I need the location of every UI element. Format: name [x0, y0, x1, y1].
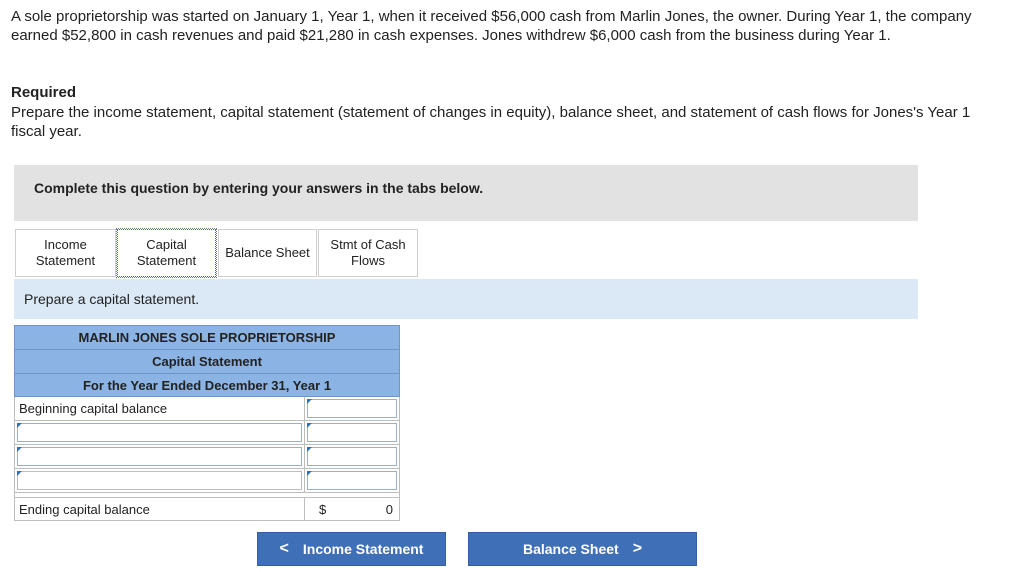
chevron-right-icon: >: [632, 540, 643, 557]
tab-capital-statement[interactable]: [117, 229, 216, 277]
tab-label: Balance Sheet: [225, 245, 310, 260]
line-item-amount-input[interactable]: [307, 447, 397, 466]
tab-label-line1: Income: [44, 237, 87, 252]
chevron-left-icon: <: [279, 540, 289, 557]
tab-label-line1: Capital: [146, 237, 187, 252]
ending-balance-value: 0: [385, 502, 393, 517]
ending-balance-label: Ending capital balance: [19, 502, 150, 517]
next-balance-sheet-button[interactable]: [468, 532, 697, 566]
line-item-amount-input[interactable]: [307, 471, 397, 490]
tab-income-statement[interactable]: [15, 229, 116, 277]
prev-income-statement-button[interactable]: [257, 532, 446, 566]
instruction-text: Prepare a capital statement.: [24, 291, 200, 307]
tab-instruction-bar: [14, 279, 918, 319]
required-text: Prepare the income statement, capital statement (statement of changes in equity), balance sheet, and statement of cash flows for Jones's Year 1 fiscal year.: [11, 104, 971, 140]
table-row: [14, 445, 400, 469]
instructions-banner: [14, 165, 918, 221]
table-row: [14, 469, 400, 493]
tab-balance-sheet[interactable]: [218, 229, 317, 277]
tab-label-line2: Flows: [351, 253, 385, 268]
beginning-balance-label: Beginning capital balance: [19, 401, 168, 416]
capital-statement-table: [14, 325, 400, 521]
tab-label-line1: Stmt of Cash: [330, 237, 406, 252]
line-item-label-input[interactable]: [17, 423, 302, 442]
banner-text: Complete this question by entering your answers in the tabs below.: [34, 180, 484, 196]
statement-period: For the Year Ended December 31, Year 1: [14, 373, 400, 397]
beginning-balance-input[interactable]: [307, 399, 397, 418]
table-row: [14, 421, 400, 445]
line-item-label-input[interactable]: [17, 471, 302, 490]
tab-label-line2: Statement: [136, 253, 197, 268]
currency-symbol: $: [319, 502, 327, 517]
line-item-label-input[interactable]: [17, 447, 302, 466]
prev-button-label: Income Statement: [302, 541, 424, 557]
next-button-label: Balance Sheet: [522, 541, 619, 557]
beginning-balance-row: [14, 397, 400, 421]
tab-stmt-cash-flows[interactable]: [318, 229, 418, 277]
statement-title: Capital Statement: [14, 349, 400, 373]
company-name: MARLIN JONES SOLE PROPRIETORSHIP: [14, 325, 400, 349]
problem-text: A sole proprietorship was started on January 1, Year 1, when it received $56,000 cash from Marlin Jones, the owner. During Year 1, the company earned $52,800 in cash revenues and paid $21,280 in cash expenses. Jones withdrew $6,000 cash from the business during Year 1.: [11, 8, 972, 44]
tab-label-line2: Statement: [35, 253, 96, 268]
line-item-amount-input[interactable]: [307, 423, 397, 442]
ending-balance-row: [14, 497, 400, 521]
required-heading: Required: [11, 84, 77, 101]
